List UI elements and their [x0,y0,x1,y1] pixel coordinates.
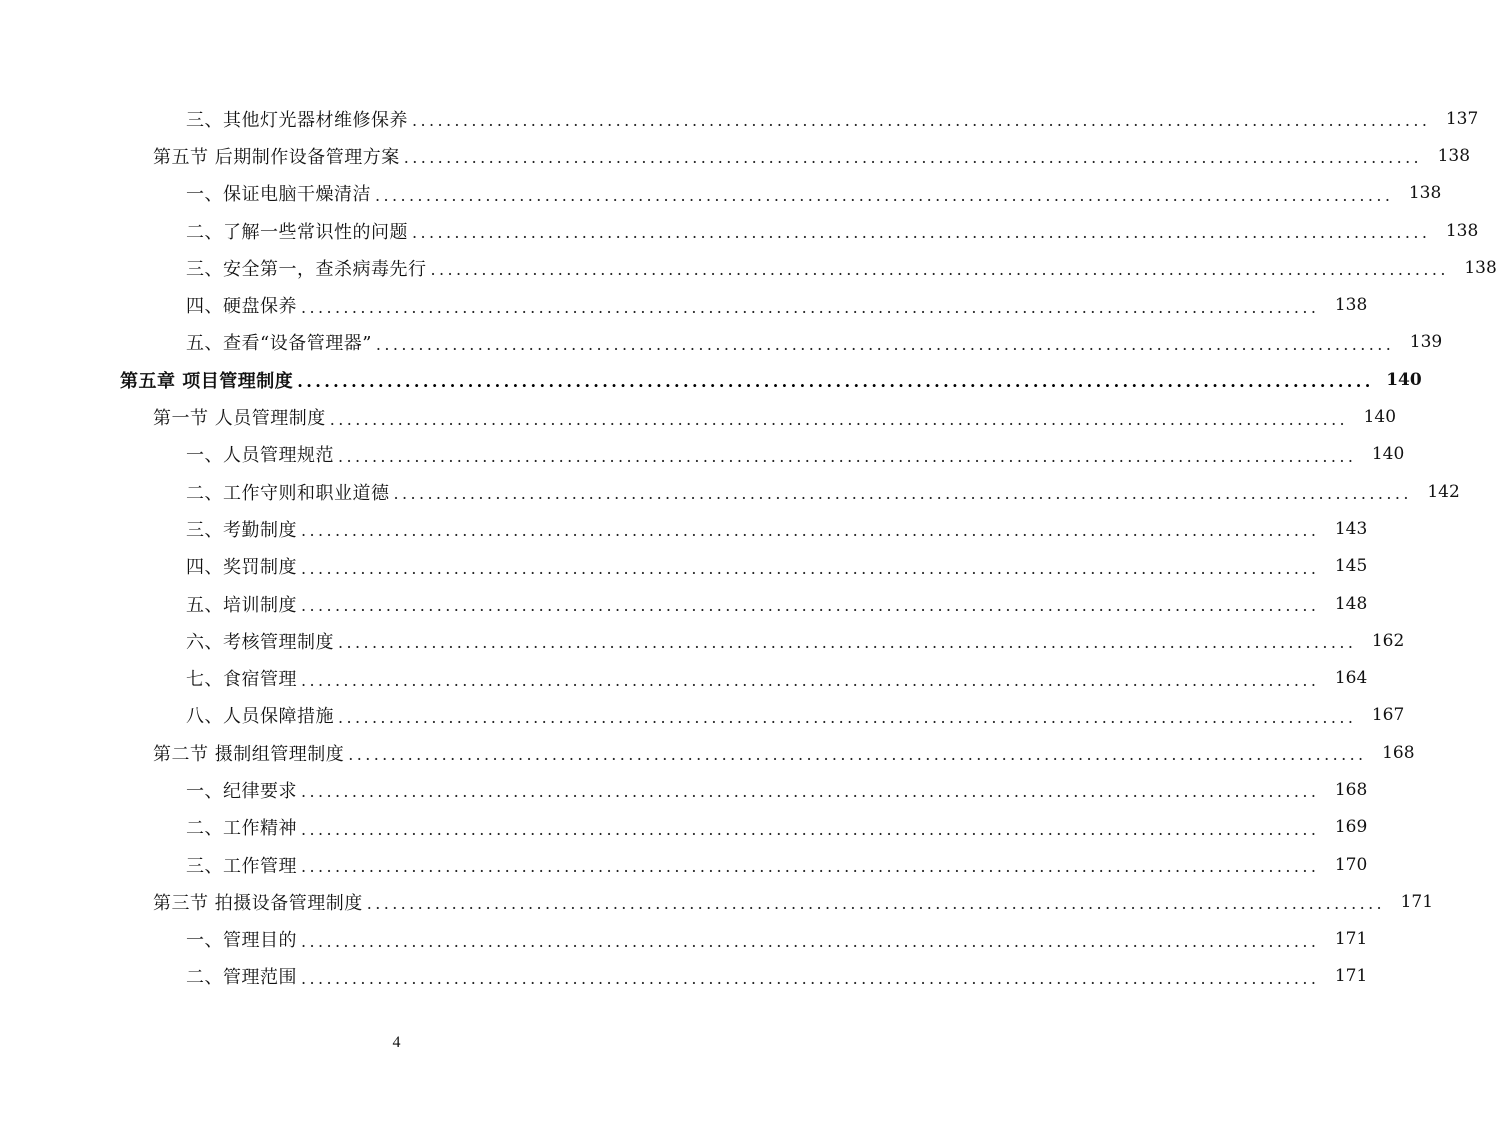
toc-entry-page-number: 138 [1445,220,1479,241]
toc-entry-page-number: 145 [1334,556,1368,577]
toc-entry-page-number: 140 [1386,369,1422,390]
toc-entry-item[interactable] [0,175,1442,212]
toc-entry-page-number: 170 [1334,854,1368,875]
toc-entry-item[interactable] [0,659,1368,696]
toc-entry-section[interactable] [0,398,1397,435]
toc-entry-title: 一、管理目的 [186,930,297,952]
toc-entry-item[interactable] [0,585,1368,622]
toc-entry-section[interactable] [0,137,1471,174]
toc-entry-item[interactable] [0,436,1405,473]
dot-leader: ........................................................................................................................ [301,558,1320,578]
toc-entry-item[interactable] [0,921,1368,958]
toc-entry-item[interactable] [0,697,1405,734]
dot-leader: ........................................................................................................................ [412,111,1431,131]
toc-entry-item[interactable] [0,473,1460,510]
toc-entry-page-number: 148 [1334,593,1368,614]
toc-entry-item[interactable] [0,249,1497,286]
toc-entry-page-number: 138 [1464,257,1497,278]
toc-entry-chapter[interactable] [0,361,1422,398]
toc-entry-page-number: 162 [1371,630,1405,651]
toc-entry-title: 二、工作守则和职业道德 [186,482,390,504]
dot-leader: ........................................................................................................................ [430,260,1449,280]
toc-entry-page-number: 164 [1334,668,1368,689]
dot-leader: ........................................................................................................................ [375,185,1394,205]
toc-entry-title: 八、人员保障措施 [186,706,334,728]
toc-entry-title: 三、安全第一，查杀病毒先行 [186,258,427,280]
toc-entry-page-number: 168 [1334,779,1368,800]
toc-entry-item[interactable] [0,212,1479,249]
dot-leader: ........................................................................................................................ [412,223,1431,243]
toc-entry-item[interactable] [0,324,1443,361]
toc-entry-item[interactable] [0,958,1368,995]
toc-entry-item[interactable] [0,771,1368,808]
table-of-contents [0,100,1497,995]
toc-entry-item[interactable] [0,100,1479,137]
dot-leader: ........................................................................................................................ [301,297,1320,317]
toc-entry-item[interactable] [0,846,1368,883]
toc-entry-page-number: 169 [1334,817,1368,838]
toc-entry-title: 三、其他灯光器材维修保养 [186,109,408,131]
dot-leader: ........................................................................................................................ [297,372,1374,392]
toc-entry-title: 一、保证电脑干燥清洁 [186,184,371,206]
dot-leader: ........................................................................................................................ [301,782,1320,802]
toc-entry-title: 四、硬盘保养 [186,296,297,318]
toc-entry-page-number: 138 [1437,145,1471,166]
toc-entry-title: 七、食宿管理 [186,669,297,691]
toc-entry-title: 三、考勤制度 [186,519,297,541]
page-number: 4 [392,1034,401,1051]
toc-entry-title: 二、工作精神 [186,818,297,840]
toc-entry-title: 二、了解一些常识性的问题 [186,221,408,243]
toc-entry-title: 五、培训制度 [186,594,297,616]
dot-leader: ........................................................................................................................ [375,334,1395,354]
dot-leader: ........................................................................................................................ [348,745,1367,765]
toc-entry-page-number: 137 [1445,108,1479,129]
toc-entry-title: 三、工作管理 [186,855,297,877]
dot-leader: ........................................................................................................................ [301,521,1320,541]
toc-entry-title: 二、管理范围 [186,967,297,989]
toc-entry-page-number: 171 [1400,891,1434,912]
toc-entry-page-number: 168 [1382,742,1415,763]
toc-entry-item[interactable] [0,809,1368,846]
toc-entry-title: 第一节 人员管理制度 [153,408,326,430]
dot-leader: ........................................................................................................................ [366,894,1386,914]
toc-entry-title: 四、奖罚制度 [186,557,297,579]
toc-entry-page-number: 138 [1408,183,1442,204]
dot-leader: ........................................................................................................................ [338,446,1357,466]
dot-leader: ........................................................................................................................ [403,148,1423,168]
toc-entry-item[interactable] [0,548,1368,585]
toc-entry-item[interactable] [0,286,1368,323]
toc-entry-page-number: 139 [1409,332,1443,353]
toc-entry-title: 一、人员管理规范 [186,445,334,467]
dot-leader: ........................................................................................................................ [301,968,1320,988]
toc-entry-title: 第五节 后期制作设备管理方案 [153,146,400,168]
toc-entry-title: 六、考核管理制度 [186,631,334,653]
dot-leader: ........................................................................................................................ [338,633,1357,653]
toc-entry-page-number: 171 [1334,966,1368,987]
toc-entry-page-number: 167 [1371,705,1405,726]
toc-entry-page-number: 138 [1334,295,1368,316]
toc-entry-item[interactable] [0,622,1405,659]
dot-leader: ........................................................................................................................ [301,931,1320,951]
dot-leader: ........................................................................................................................ [338,707,1357,727]
toc-entry-title: 第二节 摄制组管理制度 [153,743,345,765]
toc-entry-page-number: 142 [1427,481,1460,502]
dot-leader: ........................................................................................................................ [301,819,1320,839]
toc-entry-section[interactable] [0,883,1434,920]
dot-leader: ........................................................................................................................ [393,484,1412,504]
toc-entry-title: 第三节 拍摄设备管理制度 [153,892,363,914]
toc-entry-page-number: 171 [1334,929,1368,950]
toc-entry-page-number: 140 [1371,444,1405,465]
dot-leader: ........................................................................................................................ [301,596,1320,615]
dot-leader: ........................................................................................................................ [301,670,1320,690]
toc-entry-section[interactable] [0,734,1415,771]
toc-entry-page-number: 140 [1363,407,1397,428]
toc-entry-title: 五、查看“设备管理器” [186,333,372,355]
toc-entry-title: 第五章 项目管理制度 [120,370,294,392]
toc-entry-page-number: 143 [1334,518,1368,539]
dot-leader: ........................................................................................................................ [329,409,1349,429]
dot-leader: ........................................................................................................................ [301,857,1320,877]
toc-entry-item[interactable] [0,510,1368,547]
toc-entry-title: 一、纪律要求 [186,780,297,802]
